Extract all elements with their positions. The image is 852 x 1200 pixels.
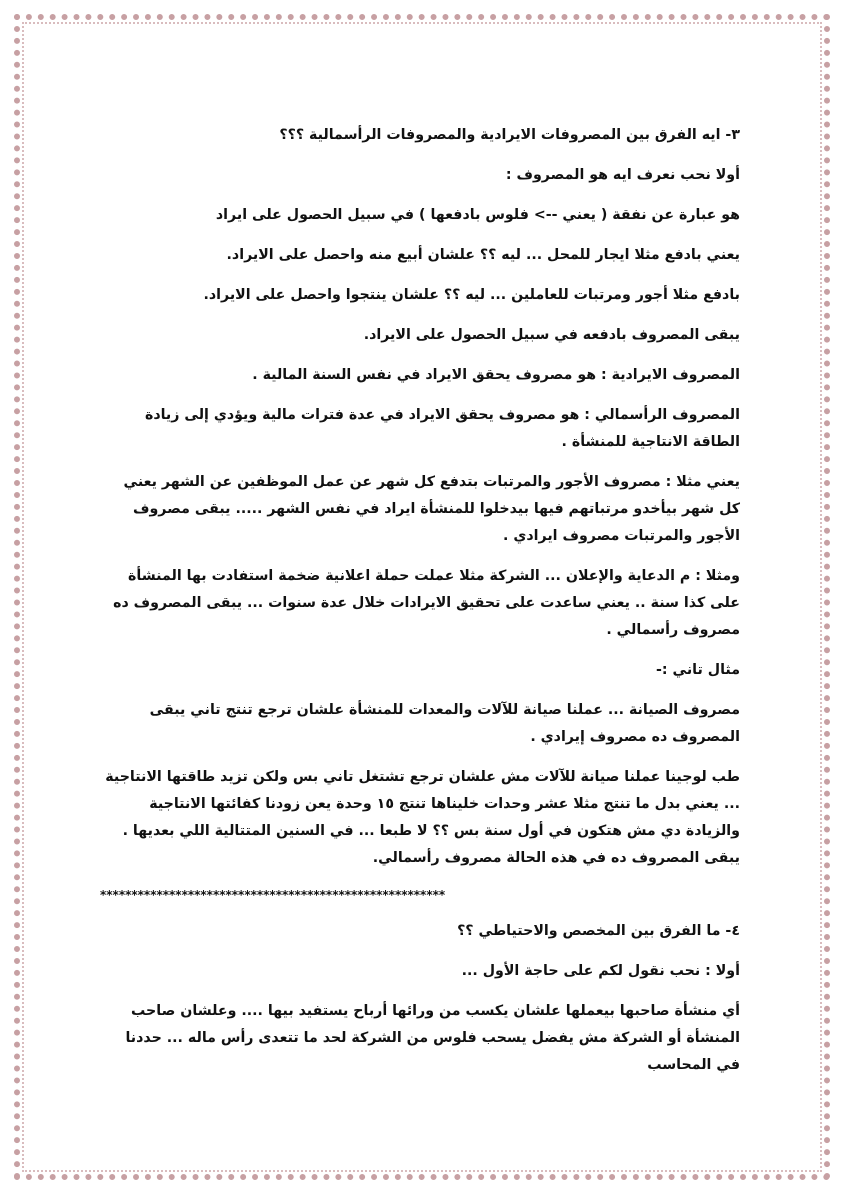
paragraph: بادفع مثلا أجور ومرتبات للعاملين ... ليه ؟؟ علشان ينتجوا واحصل على الايراد. [203,287,740,303]
question-4-heading: ٤- ما الفرق بين المخصص والاحتياطي ؟؟ [457,923,740,939]
asterisk-separator: ******************************************************* [100,888,446,902]
question-3-heading: ٣- ايه الفرق بين المصروفات الايرادية والمصروفات الرأسمالية ؟؟؟ [279,127,740,143]
paragraph: طب لوجينا عملنا صيانة للآلات مش علشان ترجع تشتغل تاني بس ولكن تزيد طاقتها الانتاجية ... يعني بدل ما تنتج مثلا عشر وحدات خليناها تنتج ١٥ وحدة يعن زودنا كفائتها الانتاجية والزيادة دي مش هتكون في أول سنة بس ؟؟ لا طبعا ... في السنين المتتالية اللي بعديها . يبقى المصروف ده في هذه الحالة مصروف رأسمالي. [105,769,740,866]
paragraph: يعني بادفع مثلا ايجار للمحل ... ليه ؟؟ علشان أبيع منه واحصل على الايراد. [226,247,740,263]
paragraph: مصروف الصيانة ... عملنا صيانة للآلات والمعدات للمنشأة علشان ترجع تنتج تاني يبقى المصروف ده مصروف إيرادي . [149,702,740,745]
paragraph: مثال تاني :- [656,662,740,678]
paragraph: ومثلا : م الدعاية والإعلان ... الشركة مثلا عملت حملة اعلانية ضخمة استفادت بها المنشأة على كذا سنة .. يعني ساعدت على تحقيق الايرادات خلال عدة سنوات ... يبقى المصروف ده مصروف رأسمالي . [113,568,740,638]
paragraph: المصروف الايرادية : هو مصروف يحقق الايراد في نفس السنة المالية . [252,367,740,383]
paragraph: يبقى المصروف بادفعه في سبيل الحصول على الايراد. [363,327,740,343]
paragraph: أولا نحب نعرف ايه هو المصروف : [505,167,740,183]
paragraph: أولا : نحب نقول لكم على حاجة الأول ... [461,963,740,979]
paragraph: هو عبارة عن نفقة ( يعني --> فلوس بادفعها ) في سبيل الحصول على ايراد [215,207,740,223]
paragraph: أي منشأة صاحبها بيعملها علشان يكسب من ورائها أرباح يستفيد بيها .... وعلشان صاحب المنشأة أو الشركة مش يفضل يسحب فلوس من الشركة لحد ما تتعدى رأس ماله ... حددنا في المحاسب [125,1003,740,1073]
paragraph: يعني مثلا : مصروف الأجور والمرتبات بتدفع كل شهر عن عمل الموظفين عن الشهر يعني كل شهر بيأخدو مرتباتهم فيها بيدخلوا للمنشأة ايراد في نفس الشهر ..... يبقى مصروف الأجور والمرتبات مصروف ايرادي . [123,474,740,544]
document-body [100,122,740,1092]
paragraph: المصروف الرأسمالي : هو مصروف يحقق الايراد في عدة فترات مالية ويؤدي إلى زيادة الطاقة الانتاجية للمنشأة . [144,407,740,450]
